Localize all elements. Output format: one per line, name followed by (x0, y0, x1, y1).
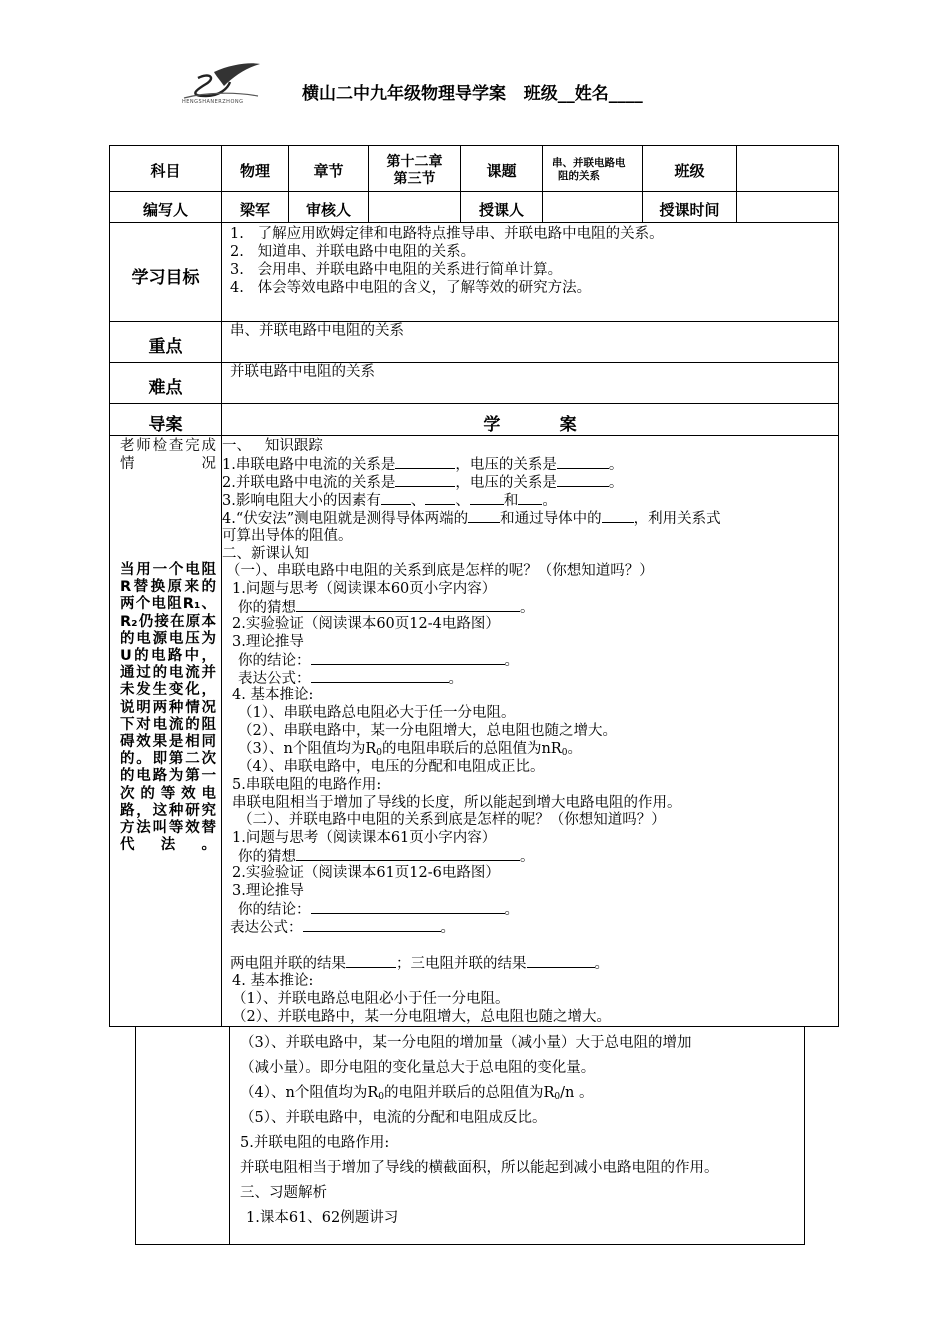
exercise-item-1: 1.课本61、62例题讲习 (246, 1210, 399, 1226)
section-knowledge-title: 一、 知识跟踪 (222, 438, 323, 454)
parallel-effect-text: 并联电阻相当于增加了导线的横截面积，所以能起到减小电路电阻的作用。 (240, 1160, 719, 1176)
chapter-label: 章节 (313, 162, 344, 180)
parallel-step-2: 2.实验验证（阅读课本61页12-6电路图） (232, 865, 500, 881)
equivalent-method-text: 当用一个电阻R替换原来的两个电阻R₁、R₂仍接在原本的电源电压为U的电路中，通过的电流并未发生变化，说明两种情况下对电流的阻碍效果是相同的。即第二次的电路为第一次的等效电路，这种研究方法叫等效替代法。 (120, 562, 216, 854)
series-question: （一）、串联电路中电阻的关系到底是怎样的呢？（你想知道吗？） (226, 563, 654, 579)
parallel-effect-title: 5.并联电阻的电路作用: (240, 1135, 390, 1151)
page-title: 横山二中九年级物理导学案 班级__姓名____ (302, 84, 643, 104)
chapter-value-line2: 第三节 (393, 171, 436, 187)
parallel-guess: 你的猜想 。 (238, 849, 535, 865)
parallel-inference-4: （4）、n个阻值均为$R_0$的电阻并联后的总阻值为$R_0/n$ 。 (240, 1085, 594, 1102)
topic-value-line1: 串、并联电路电 (552, 157, 626, 169)
class-label: 班级 (674, 162, 705, 180)
parallel-inference-5: （5）、并联电路中，电流的分配和电阻成反比。 (240, 1110, 547, 1126)
series-inference-title: 4. 基本推论: (232, 687, 314, 703)
series-inference-4: （4）、串联电路中，电压的分配和电阻成正比。 (238, 759, 545, 775)
knowledge-item-4-cont: 可算出导体的阻值。 (222, 528, 353, 544)
exercise-section-title: 三、习题解析 (240, 1185, 327, 1201)
goal-item-1: 1. 了解应用欧姆定律和电路特点推导串、并联电路中电阻的关系。 (230, 226, 664, 242)
series-effect-title: 5.串联电阻的电路作用: (232, 777, 382, 793)
series-effect-text: 串联电阻相当于增加了导线的长度，所以能起到增大电路电阻的作用。 (232, 795, 682, 811)
series-step-1: 1.问题与思考（阅读课本60页小字内容） (232, 581, 497, 597)
series-formula: 表达公式： 。 (238, 671, 463, 687)
difficulty-label: 难点 (148, 378, 183, 398)
goal-item-2: 2. 知道串、并联电路中电阻的关系。 (230, 244, 476, 260)
parallel-inference-2: （2）、并联电路中，某一分电阻增大，总电阻也随之增大。 (232, 1009, 611, 1025)
parallel-inference-3a: （3）、并联电路中，某一分电阻的增加量（减小量）大于总电阻的增加 (240, 1035, 692, 1051)
chapter-value-line1: 第十二章 (386, 154, 443, 170)
parallel-inference-1: （1）、并联电路总电阻必小于任一分电阻。 (232, 991, 510, 1007)
series-inference-2: （2）、串联电路中，某一分电阻增大，总电阻也随之增大。 (238, 723, 617, 739)
knowledge-item-2: 2.并联电路中电流的关系是 ，电压的关系是 。 (222, 475, 624, 491)
parallel-results: 两电阻并联的结果 ；三电阻并联的结果 。 (230, 956, 609, 972)
guide-left-label: 导案 (148, 415, 183, 435)
author-value: 梁军 (239, 201, 270, 219)
parallel-inference-3b: （减小量）。即分电阻的变化量总大于总电阻的变化量。 (240, 1060, 596, 1076)
author-label: 编写人 (142, 201, 188, 219)
reviewer-label: 审核人 (305, 201, 351, 219)
subject-label: 科目 (150, 162, 181, 180)
topic-label: 课题 (486, 162, 517, 180)
section-new-lesson-title: 二、新课认知 (222, 546, 309, 562)
knowledge-item-1: 1.串联电路中电流的关系是 ，电压的关系是 。 (222, 457, 624, 473)
time-label: 授课时间 (659, 201, 720, 219)
key-point-label: 重点 (148, 337, 183, 357)
knowledge-item-4: 4.“伏安法”测电阻就是测得导体两端的 和通过导体中的 ，利用关系式 (222, 511, 721, 527)
subject-value: 物理 (239, 162, 270, 180)
teacher-check-note: 老师检查完成情况 (120, 438, 216, 472)
school-logo (176, 62, 266, 108)
parallel-step-3: 3.理论推导 (232, 883, 304, 899)
logo-text: HENGSHANERZHONG (182, 99, 244, 105)
parallel-step-1: 1.问题与思考（阅读课本61页小字内容） (232, 830, 497, 846)
goal-item-4: 4. 体会等效电路中电阻的含义，了解等效的研究方法。 (230, 280, 592, 296)
series-step-3: 3.理论推导 (232, 634, 304, 650)
parallel-question: （二）、并联电路中电阻的关系到底是怎样的呢？（你想知道吗？） (238, 812, 666, 828)
difficulty-text: 并联电路中电阻的关系 (230, 364, 375, 380)
parallel-conclusion: 你的结论： 。 (238, 902, 519, 918)
teacher-label: 授课人 (478, 201, 524, 219)
series-inference-1: （1）、串联电路总电阻必大于任一分电阻。 (238, 705, 516, 721)
parallel-formula: 表达公式： 。 (230, 920, 455, 936)
series-guess: 你的猜想 。 (238, 600, 535, 616)
topic-value-line2: 阻的关系 (558, 170, 600, 182)
goals-label: 学习目标 (131, 268, 200, 288)
key-point-text: 串、并联电路中电阻的关系 (230, 323, 404, 339)
series-inference-3: （3）、n个阻值均为$R_0$的电阻串联后的总阻值为$nR_0$。 (238, 741, 582, 758)
parallel-inference-title: 4. 基本推论: (232, 973, 314, 989)
goal-item-3: 3. 会用串、并联电路中电阻的关系进行简单计算。 (230, 262, 563, 278)
series-conclusion: 你的结论： 。 (238, 653, 519, 669)
knowledge-item-3: 3.影响电阻大小的因素有 、 、 和 。 (222, 493, 557, 509)
series-step-2: 2.实验验证（阅读课本60页12-4电路图） (232, 616, 500, 632)
guide-right-label: 学 案 (483, 415, 577, 435)
equivalent-method-note (120, 562, 216, 854)
